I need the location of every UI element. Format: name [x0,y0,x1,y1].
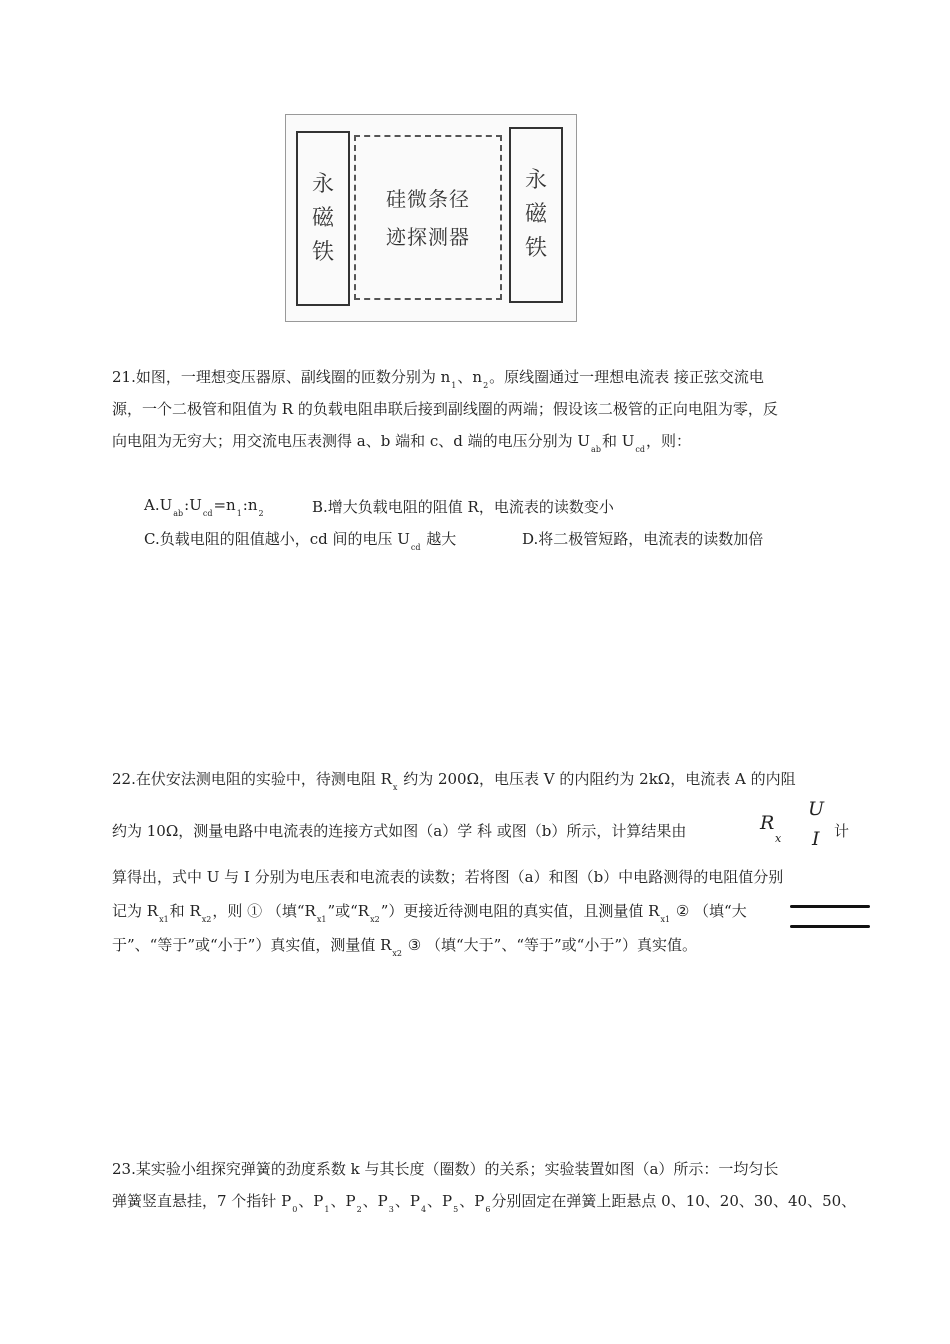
magnet-char: 磁 [524,202,547,227]
detector-label-line: 硅微条径 [386,186,470,211]
magnet-detector-figure [285,114,577,322]
q22-line-3: 算得出，式中 U 与 I 分别为电压表和电流表的读数；若将图（a）和图（b）中电路测得的电阻值分别 [112,868,784,886]
q21-option-d: D.将二极管短路，电流表的读数加倍 [522,530,764,548]
left-permanent-magnet [296,131,350,306]
q22-line-1: 22.在伏安法测电阻的实验中，待测电阻 $R_x$ 约为 200Ω，电压表 V 的内阻约为 2kΩ，电流表 A 的内阻 [112,770,796,792]
right-permanent-magnet [509,127,563,303]
q21-option-b: B.增大负载电阻的阻值 R，电流表的读数变小 [312,498,614,516]
q23-line-2: 弹簧竖直悬挂，7 个指针 $P_0$、$P_1$、$P_2$、$P_3$、$P_4$、$P_5$、$P_6$分别固定在弹簧上距悬点 0、10、20、30、40、50、 [112,1192,857,1214]
q22-line-5: 于”、“等于”或“小于”）真实值，测量值 $R_{x2}$ ③ （填“大于”、“等于”或“小于”）真实值。 [112,936,698,958]
silicon-strip-detector [354,135,502,300]
pen-strike-mark [790,905,870,908]
magnet-char: 铁 [311,239,334,265]
magnet-char: 磁 [311,205,334,231]
q21-line-1: 21.如图，一理想变压器原、副线圈的匝数分别为 $n_1$、$n_2$。原线圈通过一理想电流表 接正弦交流电 [112,368,764,390]
detector-label-line: 迹探测器 [386,224,470,249]
magnet-char: 永 [524,168,547,193]
q21-option-a: $A.U_{ab}:U_{cd}=n_1:n_2$ [144,496,264,518]
magnet-char: 铁 [524,236,547,261]
formula-r: R [760,812,775,834]
formula-r-subscript: x [775,832,782,845]
q22-line-2-end: 计 [834,822,850,840]
q21-line-2: 源，一个二极管和阻值为 R 的负载电阻串联后接到副线圈的两端；假设该二极管的正向电阻为零，反 [112,400,778,418]
formula-i: I [812,828,820,850]
q22-line-4: 记为 $R_{x1}$和 $R_{x2}$，则 ① （填“$R_{x1}$”或“$R_{x2}$”）更接近待测电阻的真实值，且测量值 $R_{x1}$ ② （填“大 [112,902,747,924]
pen-strike-mark [790,925,870,928]
magnet-char: 永 [311,171,334,197]
formula-u: U [808,798,825,820]
q21-line-3: 向电阻为无穷大；用交流电压表测得 a、b 端和 c、d 端的电压分别为 $U_{ab}$和 $U_{cd}$，则： [112,432,691,454]
q21-option-c: C.负载电阻的阻值越小，cd 间的电压 $U_{cd}$ 越大 [144,530,457,552]
q22-line-2: 约为 10Ω，测量电路中电流表的连接方式如图（a）学 科 或图（b）所示，计算结果由 [112,822,687,840]
q23-line-1: 23.某实验小组探究弹簧的劲度系数 k 与其长度（圈数）的关系；实验装置如图（a）所示：一均匀长 [112,1160,779,1178]
